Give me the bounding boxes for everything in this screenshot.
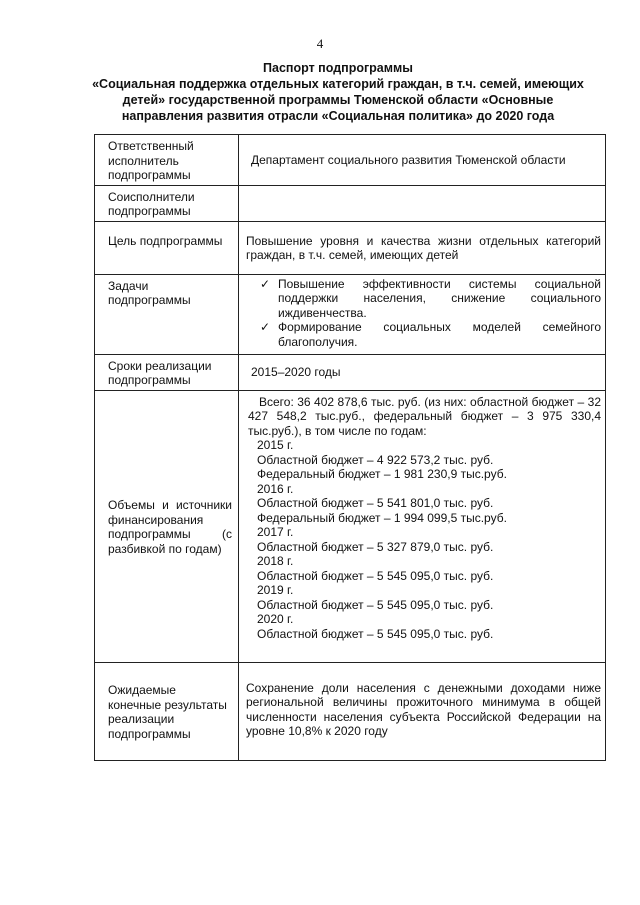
tasks-value [239, 274, 606, 354]
row-goal [95, 221, 606, 274]
task-text: Повышение эффективности системы социальной поддержки населения, снижение социального иждивенчества. [278, 276, 601, 320]
goal-value: Повышение уровня и качества жизни отдельных категорий граждан, в т.ч. семей, имеющих детей [239, 221, 606, 274]
title-line-2: «Социальная поддержка отдельных категорий граждан, в т.ч. семей, имеющих [92, 77, 584, 91]
funding-year-block [246, 525, 601, 554]
funding-year-block [246, 482, 601, 526]
funding-line: Федеральный бюджет – 1 981 230,9 тыс.руб. [257, 467, 507, 481]
executor-label: Ответственный исполнитель подпрограммы [95, 135, 239, 186]
funding-line: Областной бюджет – 4 922 573,2 тыс. руб. [257, 452, 494, 467]
row-coexecutors [95, 185, 606, 221]
funding-year-block [246, 554, 601, 583]
row-tasks [95, 274, 606, 354]
funding-year-block [246, 438, 601, 482]
coexecutors-value [239, 185, 606, 221]
period-text: 2015–2020 годы [251, 364, 341, 379]
funding-line: Федеральный бюджет – 1 994 099,5 тыс.руб. [257, 510, 507, 525]
funding-total: Всего: 36 402 878,6 тыс. руб. (из них: областной бюджет – 32 427 548,2 тыс.руб., федеральный бюджет – 3 975 330,4 тыс.руб.), в том числе по годам: [248, 394, 601, 438]
checkmark-icon: ✓ [260, 320, 271, 334]
goal-label: Цель подпрограммы [95, 221, 239, 274]
row-executor [95, 135, 606, 186]
results-label: Ожидаемые конечные результаты реализации подпрограммы [95, 662, 239, 760]
funding-line: Областной бюджет – 5 541 801,0 тыс. руб. [257, 496, 494, 510]
title-line-4: направления развития отрасли «Социальная политика» до 2020 года [121, 109, 555, 123]
period-label: Сроки реализации подпрограммы [95, 354, 239, 390]
title-line-3: детей» государственной программы Тюменской области «Основные [122, 93, 554, 107]
document-title [88, 60, 588, 124]
row-funding [95, 390, 606, 662]
coexecutors-label: Соисполнители подпрограммы [95, 185, 239, 221]
executor-text: Департамент социального развития Тюменской области [251, 152, 566, 167]
year-label: 2017 г. [257, 525, 294, 539]
row-period [95, 354, 606, 390]
page-number: 4 [316, 36, 324, 51]
funding-line: Областной бюджет – 5 327 879,0 тыс. руб. [257, 539, 494, 554]
tasks-label: Задачи подпрограммы [95, 274, 239, 354]
funding-value [239, 390, 606, 662]
period-value [239, 354, 606, 390]
task-item [246, 277, 601, 321]
funding-year-block [246, 612, 601, 641]
year-label: 2016 г. [257, 481, 294, 496]
funding-line: Областной бюджет – 5 545 095,0 тыс. руб. [257, 626, 494, 641]
results-value [239, 662, 606, 760]
task-text: Формирование социальных моделей семейного благополучия. [278, 320, 601, 349]
year-label: 2015 г. [257, 438, 294, 452]
funding-label: Объемы и источники финансирования подпрограммы (с разбивкой по годам) [95, 390, 239, 662]
funding-year-block [246, 583, 601, 612]
year-label: 2019 г. [257, 583, 294, 597]
year-label: 2020 г. [257, 612, 294, 626]
executor-value [239, 135, 606, 186]
title-line-1: Паспорт подпрограммы [263, 61, 413, 75]
passport-table [94, 134, 606, 761]
results-text: Сохранение доли населения с денежными доходами ниже региональной величины прожиточного минимума в общей численности населения субъекта Российской Федерации на уровне 10,8% к 2020 году [246, 680, 601, 738]
year-label: 2018 г. [257, 554, 294, 568]
funding-line: Областной бюджет – 5 545 095,0 тыс. руб. [257, 597, 494, 612]
row-results [95, 662, 606, 760]
funding-breakdown [246, 438, 601, 641]
funding-line: Областной бюджет – 5 545 095,0 тыс. руб. [257, 568, 494, 583]
checkmark-icon: ✓ [260, 276, 271, 291]
task-item [246, 320, 601, 349]
